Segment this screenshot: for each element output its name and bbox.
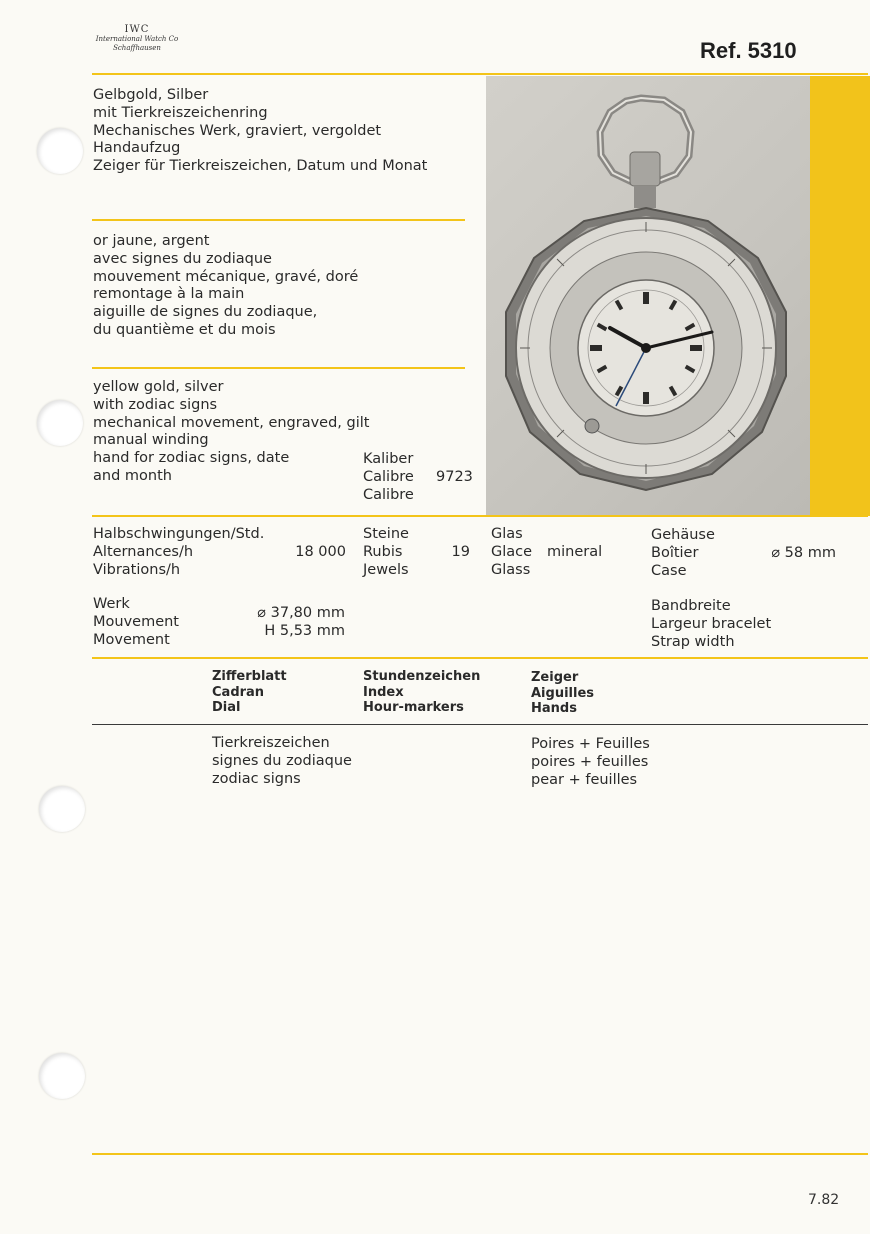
logo-brand: IWC bbox=[124, 24, 150, 35]
movement-height: H 5,53 mm bbox=[264, 623, 345, 639]
pocket-watch-photo bbox=[486, 76, 810, 516]
iwc-logo bbox=[92, 24, 182, 53]
divider-1 bbox=[92, 219, 465, 221]
header-rule bbox=[92, 73, 868, 75]
case-value: ⌀ 58 mm bbox=[771, 545, 836, 561]
yellow-band bbox=[810, 76, 870, 516]
jewels-value: 19 bbox=[451, 544, 470, 560]
reference-number: Ref. 5310 bbox=[700, 38, 797, 63]
description-french: or jaune, argent avec signes du zodiaque mouvement mécanique, gravé, doré remontage à la main aiguille de signes du zodiaque, du quantième et du mois bbox=[93, 233, 359, 338]
calibre-value: 9723 bbox=[436, 469, 473, 485]
dial-header: Zifferblatt Cadran Dial bbox=[212, 669, 287, 715]
binder-hole-4 bbox=[39, 1053, 85, 1099]
page-number: 7.82 bbox=[808, 1192, 840, 1208]
divider-4 bbox=[92, 657, 868, 659]
calibre-labels: Kaliber Calibre Calibre bbox=[363, 451, 414, 503]
alternances-value: 18 000 bbox=[295, 544, 346, 560]
hands-value: Poires + Feuilles poires + feuilles pear + feuilles bbox=[531, 736, 650, 788]
glass-value: mineral bbox=[547, 544, 603, 560]
logo-line-1: International Watch Co bbox=[95, 35, 179, 43]
strap-width-labels: Bandbreite Largeur bracelet Strap width bbox=[651, 598, 772, 650]
description-german: Gelbgold, Silber mit Tierkreiszeichenring Mechanisches Werk, graviert, vergoldet Handaufzug Zeiger für Tierkreiszeichen, Datum und Monat bbox=[93, 87, 428, 175]
case-labels: Gehäuse Boîtier Case bbox=[651, 527, 715, 579]
divider-2 bbox=[92, 367, 465, 369]
binder-hole-1 bbox=[37, 128, 83, 174]
description-english: yellow gold, silver with zodiac signs mechanical movement, engraved, gilt manual winding hand for zodiac signs, date and month bbox=[93, 379, 370, 484]
alternances-labels: Halbschwingungen/Std. Alternances/h Vibrations/h bbox=[93, 526, 265, 578]
logo-line-2: Schaffhausen bbox=[113, 44, 161, 52]
hour-markers-header: Stundenzeichen Index Hour-markers bbox=[363, 669, 481, 715]
dial-value: Tierkreiszeichen signes du zodiaque zodiac signs bbox=[212, 735, 352, 787]
footer-rule bbox=[92, 1153, 868, 1155]
binder-hole-3 bbox=[39, 786, 85, 832]
movement-labels: Werk Mouvement Movement bbox=[93, 596, 179, 648]
table-rule bbox=[92, 724, 868, 725]
glass-labels: Glas Glace Glass bbox=[491, 526, 533, 578]
movement-diameter: ⌀ 37,80 mm bbox=[257, 605, 345, 621]
jewels-labels: Steine Rubis Jewels bbox=[363, 526, 409, 578]
hands-header: Zeiger Aiguilles Hands bbox=[531, 670, 595, 716]
pocket-watch-illustration bbox=[486, 76, 810, 516]
binder-hole-2 bbox=[37, 400, 83, 446]
divider-3 bbox=[92, 515, 868, 517]
